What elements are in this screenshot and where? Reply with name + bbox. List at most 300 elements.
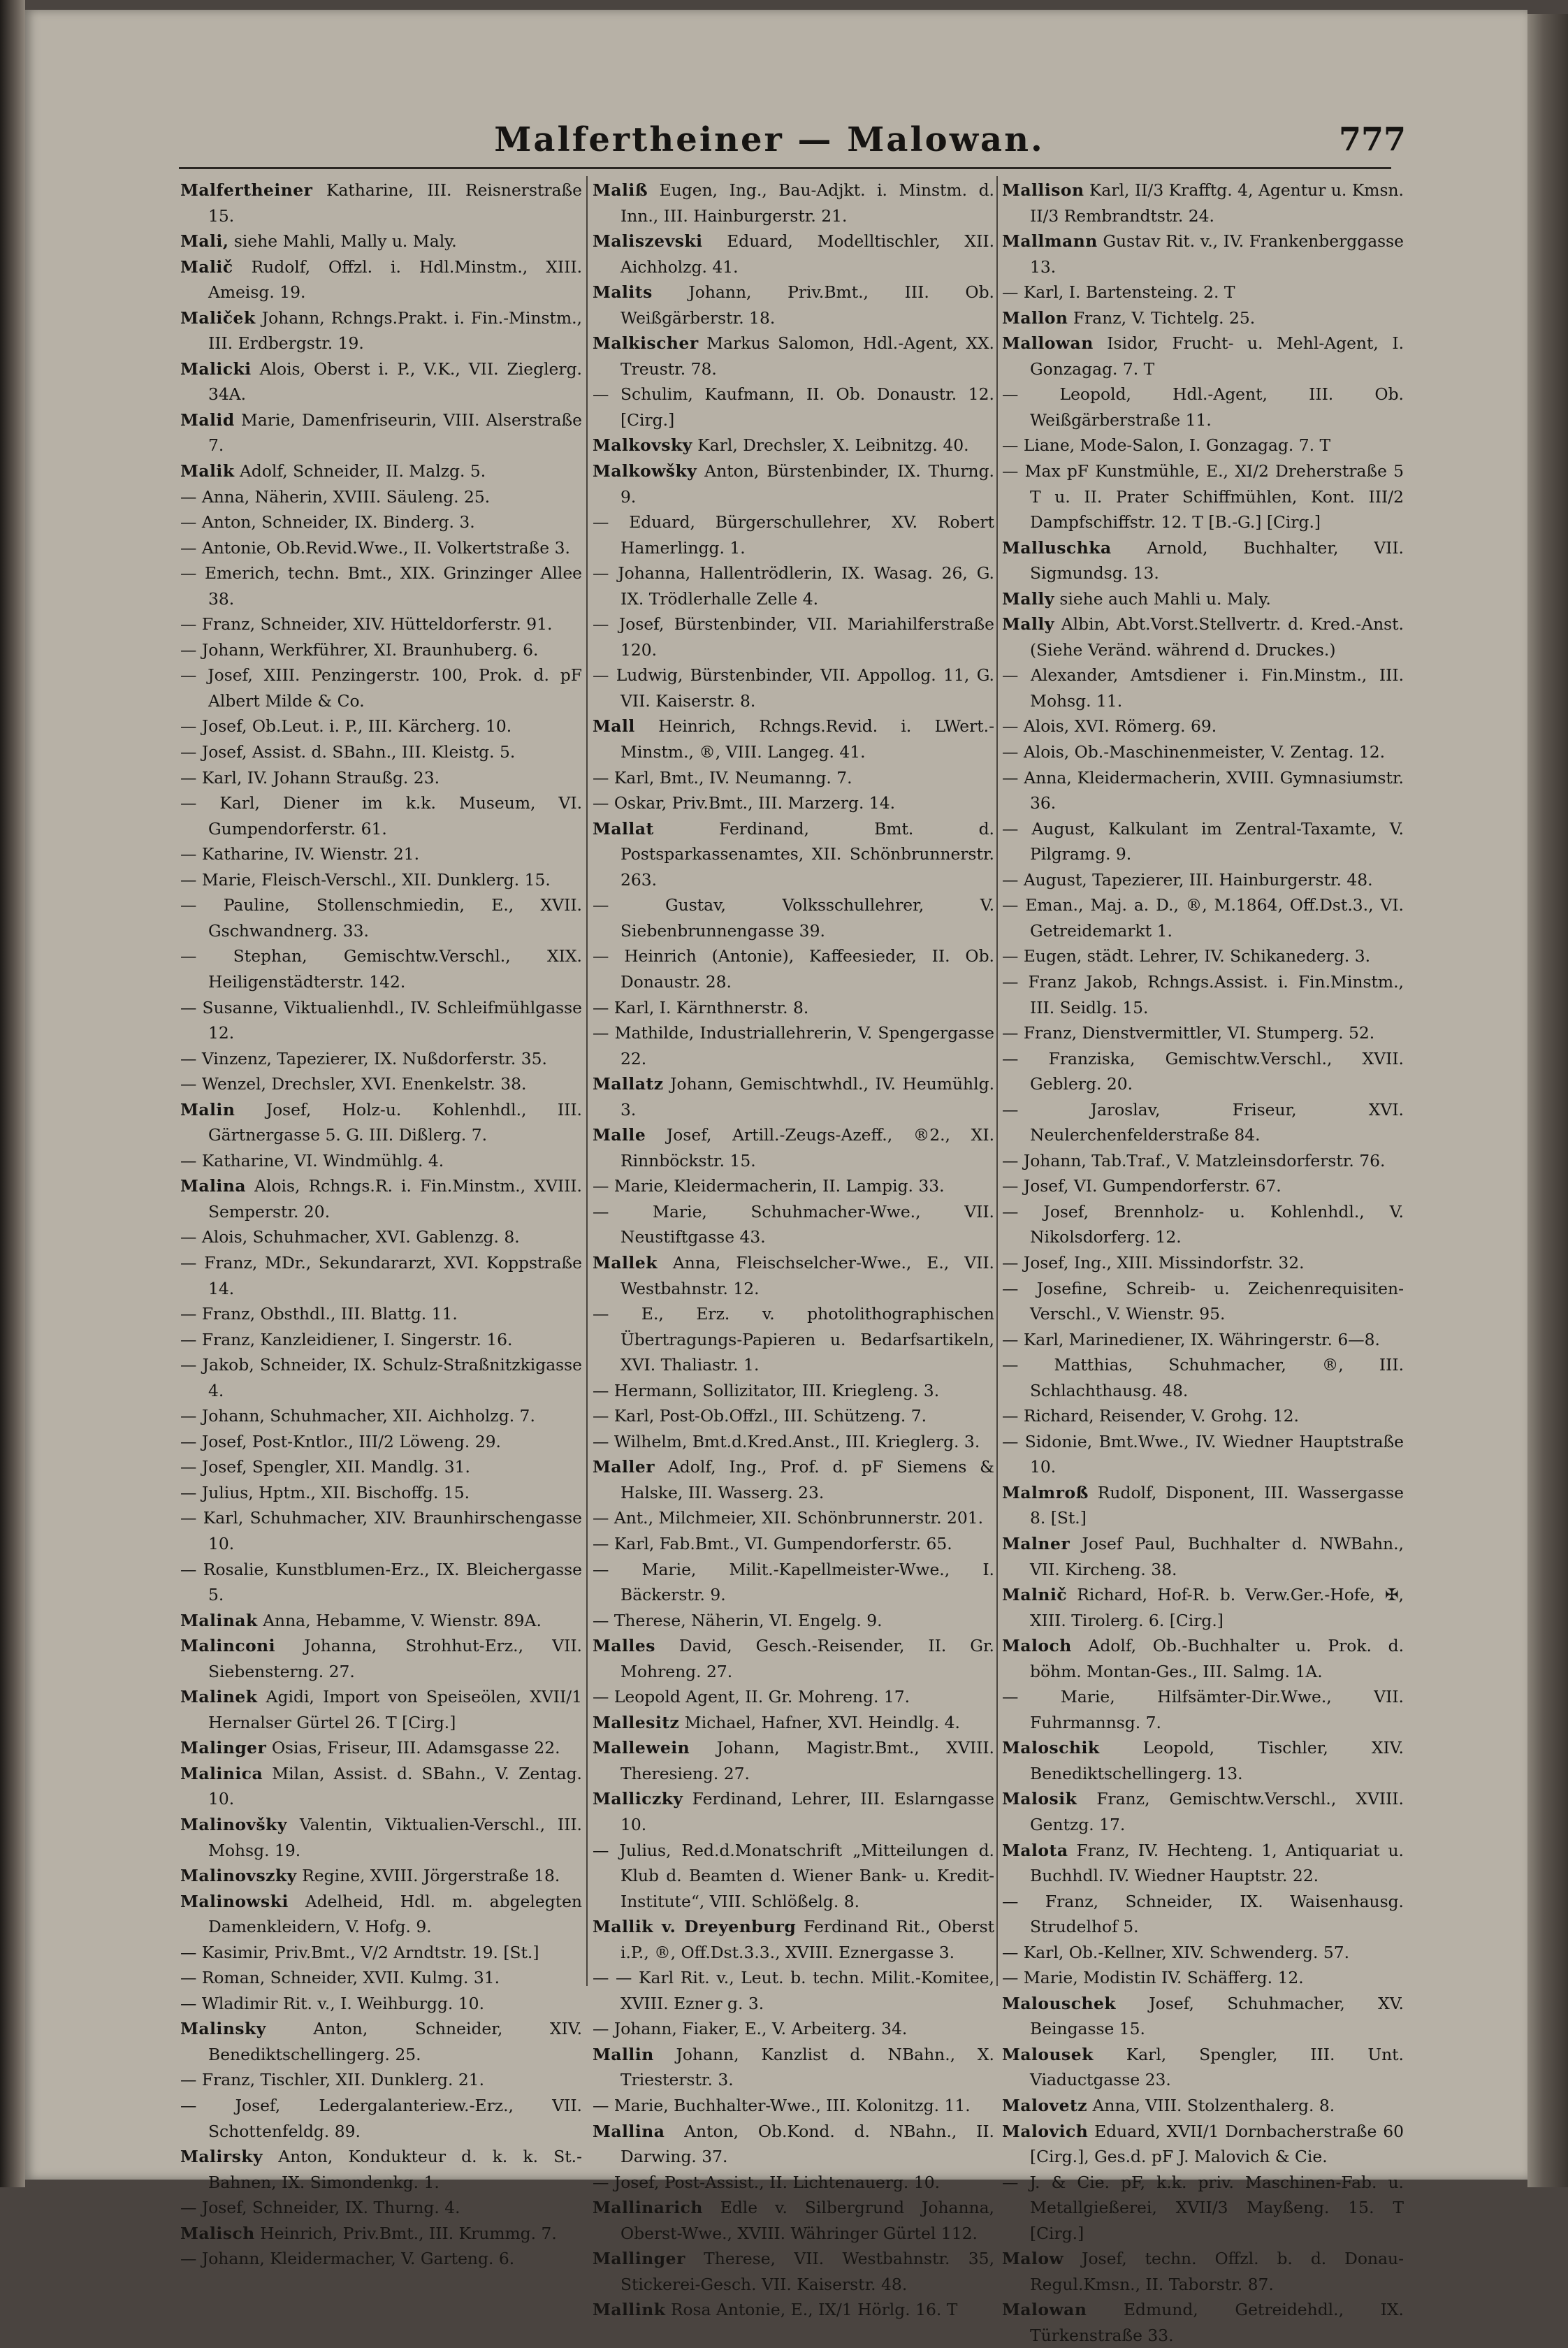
entry-details: Albin, Abt.Vorst.Stellvertr. d. Kred.-Anst. (Siehe Veränd. während d. Druckes.) bbox=[1030, 614, 1404, 660]
directory-entry bbox=[1002, 535, 1404, 586]
entry-surname: Mally bbox=[1002, 614, 1054, 635]
entry-details: — Josef, Ing., XIII. Missindorfstr. 32. bbox=[1002, 1252, 1305, 1273]
directory-column-2 bbox=[593, 177, 994, 2323]
entry-details: — Gustav, Volksschullehrer, V. Siebenbrunnengasse 39. bbox=[593, 895, 994, 941]
directory-entry bbox=[180, 1557, 582, 1608]
directory-entry bbox=[180, 1608, 582, 1634]
directory-entry bbox=[180, 1761, 582, 1812]
entry-surname: Malosik bbox=[1002, 1789, 1077, 1809]
directory-entry bbox=[593, 1378, 994, 1404]
entry-details: Heinrich, Rchngs.Revid. i. LWert.-Minstm., ®, VIII. Langeg. 41. bbox=[620, 716, 994, 762]
entry-details: — Matthias, Schuhmacher, ®, III. Schlachthausg. 48. bbox=[1002, 1355, 1404, 1400]
directory-entry bbox=[593, 1914, 994, 1965]
directory-entry bbox=[1002, 611, 1404, 662]
entry-details: — Alois, XVI. Römerg. 69. bbox=[1002, 716, 1217, 737]
entry-details: — Johann, Werkführer, XI. Braunhuberg. 6. bbox=[180, 639, 539, 660]
directory-entry bbox=[593, 1608, 994, 1634]
entry-details: Milan, Assist. d. SBahn., V. Zentag. 10. bbox=[208, 1763, 582, 1809]
directory-entry bbox=[593, 1786, 994, 1837]
entry-details: — Leopold Agent, II. Gr. Mohreng. 17. bbox=[593, 1687, 910, 1707]
entry-surname: Malinak bbox=[180, 1610, 258, 1630]
directory-entry bbox=[180, 892, 582, 943]
entry-surname: Mallinger bbox=[593, 2249, 685, 2269]
directory-entry bbox=[1002, 2297, 1404, 2348]
entry-details: Marie, Damenfriseurin, VIII. Alserstraße 7. bbox=[208, 410, 582, 456]
entry-details: Edle v. Silbergrund Johanna, Oberst-Wwe., XVIII. Währinger Gürtel 112. bbox=[620, 2198, 994, 2243]
directory-entry bbox=[593, 1505, 994, 1531]
directory-entry bbox=[593, 1301, 994, 1378]
directory-entry bbox=[1002, 458, 1404, 535]
directory-entry bbox=[180, 637, 582, 663]
entry-details: — Marie, Buchhalter-Wwe., III. Kolonitzg. 11. bbox=[593, 2096, 971, 2116]
entry-details: — Franz, Kanzleidiener, I. Singerstr. 16. bbox=[180, 1329, 513, 1349]
entry-details: Adolf, Schneider, II. Malzg. 5. bbox=[234, 461, 486, 481]
entry-surname: Malinowski bbox=[180, 1891, 289, 1911]
entry-details: Adolf, Ing., Prof. d. pF Siemens & Halske, III. Wasserg. 23. bbox=[620, 1457, 994, 1502]
page-number: 777 bbox=[1339, 120, 1407, 158]
entry-details: — Franz, Schneider, XIV. Hütteldorferstr. 91. bbox=[180, 614, 553, 635]
entry-surname: Mallon bbox=[1002, 307, 1068, 328]
directory-entry bbox=[593, 382, 994, 433]
directory-entry bbox=[180, 2093, 582, 2144]
directory-entry bbox=[180, 1173, 582, 1224]
entry-details: — Marie, Schuhmacher-Wwe., VII. Neustiftgasse 43. bbox=[593, 1201, 994, 1247]
entry-details: — Alois, Ob.-Maschinenmeister, V. Zentag. 12. bbox=[1002, 742, 1386, 762]
entry-details: David, Gesch.-Reisender, II. Gr. Mohreng. 27. bbox=[620, 1636, 994, 1681]
entry-surname: Mallesitz bbox=[593, 1712, 680, 1732]
entry-details: — Karl, Bmt., IV. Neumanng. 7. bbox=[593, 767, 852, 788]
entry-surname: Malner bbox=[1002, 1533, 1070, 1553]
entry-details: Josef, Holz-u. Kohlenhdl., III. Gärtnergasse 5. G. III. Dißlerg. 7. bbox=[208, 1099, 582, 1145]
directory-entry bbox=[1002, 1889, 1404, 1940]
directory-page bbox=[25, 10, 1527, 2345]
entry-surname: Malovich bbox=[1002, 2121, 1089, 2141]
entry-details: Markus Salomon, Hdl.-Agent, XX. Treustr. 78. bbox=[620, 333, 994, 379]
entry-details: — Marie, Hilfsämter-Dir.Wwe., VII. Fuhrmannsg. 7. bbox=[1002, 1687, 1404, 1732]
directory-entry bbox=[180, 790, 582, 841]
page-edge bbox=[1527, 14, 1568, 2187]
entry-surname: Malliczky bbox=[593, 1789, 683, 1809]
directory-entry bbox=[1002, 280, 1404, 305]
directory-entry bbox=[1002, 1199, 1404, 1250]
directory-entry bbox=[593, 2297, 994, 2323]
directory-entry bbox=[593, 1071, 994, 1122]
entry-surname: Mall bbox=[593, 716, 635, 737]
directory-entry bbox=[1002, 1531, 1404, 1582]
entry-details: Gustav Rit. v., IV. Frankenberggasse 13. bbox=[1030, 231, 1404, 277]
entry-details: Rosa Antonie, E., IX/1 Hörlg. 16. T bbox=[665, 2300, 958, 2320]
entry-surname: Mallek bbox=[593, 1252, 658, 1273]
directory-entry bbox=[1002, 1276, 1404, 1327]
directory-entry bbox=[593, 1020, 994, 1071]
entry-details: — Josef, XIII. Penzingerstr. 100, Prok. d. pF Albert Milde & Co. bbox=[180, 665, 582, 711]
entry-details: — Karl, Schuhmacher, XIV. Braunhirschengasse 10. bbox=[180, 1508, 582, 1553]
entry-surname: Malousek bbox=[1002, 2044, 1094, 2064]
entry-details: — Eugen, städt. Lehrer, IV. Schikanederg. 3. bbox=[1002, 946, 1371, 966]
entry-details: Valentin, Viktualien-Verschl., III. Mohsg. 19. bbox=[208, 1815, 582, 1860]
entry-surname: Maliß bbox=[593, 180, 648, 200]
directory-entry bbox=[180, 458, 582, 484]
directory-entry bbox=[180, 995, 582, 1046]
directory-entry bbox=[1002, 1352, 1404, 1403]
directory-entry bbox=[593, 1122, 994, 1173]
column-divider bbox=[586, 176, 588, 1986]
entry-details: Karl, Drechsler, X. Leibnitzg. 40. bbox=[692, 435, 969, 456]
entry-details: — Schulim, Kaufmann, II. Ob. Donaustr. 12. [Cirg.] bbox=[593, 384, 994, 430]
directory-entry bbox=[1002, 1250, 1404, 1276]
entry-surname: Maliszevski bbox=[593, 231, 703, 252]
entry-details: Johann, Magistr.Bmt., XVIII. Theresieng. 27. bbox=[620, 1738, 994, 1783]
directory-entry bbox=[180, 2067, 582, 2093]
header-rule bbox=[179, 167, 1391, 169]
entry-surname: Malits bbox=[593, 282, 653, 303]
entry-details: — Heinrich (Antonie), Kaffeesieder, II. Ob. Donaustr. 28. bbox=[593, 946, 994, 992]
directory-entry bbox=[180, 2221, 582, 2247]
directory-entry bbox=[593, 1557, 994, 1608]
entry-details: — E., Erz. v. photolithographischen Übertragungs-Papieren u. Bedarfsartikeln, XVI. Thaliastr. 1. bbox=[593, 1304, 994, 1375]
directory-entry bbox=[1002, 586, 1404, 612]
directory-entry bbox=[180, 2246, 582, 2272]
entry-surname: Malmroß bbox=[1002, 1482, 1089, 1502]
directory-entry bbox=[593, 2093, 994, 2119]
directory-entry bbox=[593, 433, 994, 458]
directory-entry bbox=[180, 739, 582, 765]
entry-details: — Wladimir Rit. v., I. Weihburgg. 10. bbox=[180, 1993, 484, 2013]
entry-details: — Karl, Marinediener, IX. Währingerstr. 6—8. bbox=[1002, 1329, 1380, 1349]
directory-entry bbox=[180, 1940, 582, 1966]
directory-entry bbox=[180, 2144, 582, 2195]
directory-entry bbox=[1002, 1148, 1404, 1174]
entry-details: — Karl, IV. Johann Straußg. 23. bbox=[180, 767, 440, 788]
entry-details: Johann, Kanzlist d. NBahn., X. Triesterstr. 3. bbox=[620, 2044, 994, 2090]
entry-details: — Franziska, Gemischtw.Verschl., XVII. Geblerg. 20. bbox=[1002, 1048, 1404, 1094]
entry-details: siehe auch Mahli u. Maly. bbox=[1054, 588, 1271, 609]
directory-entry bbox=[180, 1403, 582, 1429]
entry-details: Rudolf, Offzl. i. Hdl.Minstm., XIII. Ameisg. 19. bbox=[208, 256, 582, 303]
directory-entry bbox=[180, 177, 582, 229]
entry-details: Ferdinand Rit., Oberst i.P., ®, Off.Dst.3.3., XVIII. Eznergasse 3. bbox=[620, 1917, 994, 1962]
entry-details: — Marie, Milit.-Kapellmeister-Wwe., I. Bäckerstr. 9. bbox=[593, 1559, 994, 1605]
directory-entry bbox=[180, 407, 582, 458]
directory-entry bbox=[593, 1838, 994, 1915]
entry-details: — Eman., Maj. a. D., ®, M.1864, Off.Dst.3., VI. Getreidemarkt 1. bbox=[1002, 895, 1404, 941]
entry-details: — Vinzenz, Tapezierer, IX. Nußdorferstr. 35. bbox=[180, 1048, 547, 1068]
entry-surname: Malota bbox=[1002, 1840, 1068, 1860]
entry-details: — Jaroslav, Friseur, XVI. Neulerchenfelderstraße 84. bbox=[1002, 1099, 1404, 1145]
directory-entry bbox=[180, 484, 582, 510]
directory-entry bbox=[593, 458, 994, 509]
entry-surname: Mallina bbox=[593, 2121, 665, 2141]
entry-surname: Malkovsky bbox=[593, 435, 692, 456]
entry-details: Eugen, Ing., Bau-Adjkt. i. Minstm. d. Inn., III. Hainburgerstr. 21. bbox=[620, 180, 994, 226]
entry-surname: Mallatz bbox=[593, 1074, 664, 1094]
entry-details: Alois, Oberst i. P., V.K., VII. Zieglerg. 34A. bbox=[208, 358, 582, 405]
directory-entry bbox=[593, 1250, 994, 1301]
entry-surname: Mallik v. Dreyenburg bbox=[593, 1917, 797, 1937]
directory-entry bbox=[593, 943, 994, 994]
entry-details: Josef, Schuhmacher, XV. Beingasse 15. bbox=[1030, 1993, 1404, 2039]
directory-entry bbox=[180, 765, 582, 791]
entry-details: — Sidonie, Bmt.Wwe., IV. Wiedner Hauptstraße 10. bbox=[1002, 1431, 1404, 1477]
entry-surname: Mally bbox=[1002, 588, 1054, 609]
entry-details: Anna, VIII. Stolzenthalerg. 8. bbox=[1087, 2096, 1335, 2116]
directory-entry bbox=[1002, 331, 1404, 382]
entry-surname: Maller bbox=[593, 1457, 655, 1477]
directory-entry bbox=[1002, 867, 1404, 893]
directory-entry bbox=[180, 1633, 582, 1684]
entry-surname: Malkischer bbox=[593, 333, 699, 354]
entry-details: Isidor, Frucht- u. Mehl-Agent, I. Gonzagag. 7. T bbox=[1030, 333, 1404, 379]
directory-entry bbox=[180, 1991, 582, 2017]
entry-details: Arnold, Buchhalter, VII. Sigmundsg. 13. bbox=[1030, 537, 1404, 584]
directory-entry bbox=[1002, 2170, 1404, 2247]
entry-details: — Josef, Brennholz- u. Kohlenhdl., V. Nikolsdorferg. 12. bbox=[1002, 1201, 1404, 1247]
directory-entry bbox=[1002, 1020, 1404, 1046]
directory-entry bbox=[180, 1327, 582, 1353]
entry-details: — Katharine, VI. Windmühlg. 4. bbox=[180, 1150, 444, 1171]
entry-surname: Malnič bbox=[1002, 1585, 1068, 1605]
directory-entry bbox=[593, 713, 994, 764]
entry-details: Josef Paul, Buchhalter d. NWBahn., VII. Kircheng. 38. bbox=[1030, 1533, 1404, 1579]
entry-surname: Mallinarich bbox=[593, 2198, 703, 2218]
directory-entry bbox=[593, 1710, 994, 1736]
entry-surname: Malowan bbox=[1002, 2300, 1087, 2320]
directory-entry bbox=[593, 2246, 994, 2297]
entry-details: — Liane, Mode-Salon, I. Gonzagag. 7. T bbox=[1002, 435, 1331, 456]
entry-details: — Karl, Post-Ob.Offzl., III. Schützeng. 7. bbox=[593, 1406, 927, 1426]
entry-details: — Stephan, Gemischtw.Verschl., XIX. Heiligenstädterstr. 142. bbox=[180, 946, 582, 992]
entry-details: — Julius, Red.d.Monatschrift „Mitteilungen d. Klub d. Beamten d. Wiener Bank- u. Kredit-Institute“, VIII. Schlößelg. 8. bbox=[593, 1840, 994, 1911]
directory-entry bbox=[180, 1812, 582, 1863]
entry-details: Anna, Fleischselcher-Wwe., E., VII. Westbahnstr. 12. bbox=[620, 1252, 994, 1298]
entry-details: — Alexander, Amtsdiener i. Fin.Minstm., III. Mohsg. 11. bbox=[1002, 665, 1404, 711]
entry-details: — Emerich, techn. Bmt., XIX. Grinzinger Allee 38. bbox=[180, 563, 582, 609]
entry-surname: Mali, bbox=[180, 231, 229, 252]
entry-details: — Josef, Post-Assist., II. Lichtenauerg. 10. bbox=[593, 2172, 941, 2192]
directory-entry bbox=[180, 943, 582, 994]
directory-entry bbox=[180, 867, 582, 893]
entry-surname: Malkowšky bbox=[593, 461, 697, 481]
entry-surname: Mallison bbox=[1002, 180, 1084, 200]
directory-entry bbox=[593, 1199, 994, 1250]
directory-entry bbox=[180, 1480, 582, 1506]
entry-surname: Maloschik bbox=[1002, 1738, 1100, 1758]
entry-details: — Franz, Obsthdl., III. Blattg. 11. bbox=[180, 1304, 458, 1324]
directory-entry bbox=[180, 1684, 582, 1735]
directory-entry bbox=[1002, 2246, 1404, 2297]
directory-entry bbox=[593, 1173, 994, 1199]
entry-details: — August, Tapezierer, III. Hainburgerstr. 48. bbox=[1002, 869, 1373, 890]
directory-entry bbox=[593, 1633, 994, 1684]
entry-details: Richard, Hof-R. b. Verw.Ger.-Hofe, ✠, XIII. Tirolerg. 6. [Cirg.] bbox=[1030, 1585, 1404, 1630]
directory-entry bbox=[180, 1863, 582, 1889]
entry-details: — Johann, Tab.Traf., V. Matzleinsdorferstr. 76. bbox=[1002, 1150, 1386, 1171]
entry-details: — Alois, Schuhmacher, XVI. Gablenzg. 8. bbox=[180, 1227, 520, 1247]
entry-surname: Malirsky bbox=[180, 2147, 263, 2167]
directory-entry bbox=[1002, 1786, 1404, 1837]
directory-entry bbox=[593, 331, 994, 382]
directory-entry bbox=[1002, 2119, 1404, 2170]
entry-details: Johann, Rchngs.Prakt. i. Fin.-Minstm., III. Erdbergstr. 19. bbox=[208, 307, 582, 354]
entry-details: Ferdinand, Bmt. d. Postsparkassenamtes, XII. Schönbrunnerstr. 263. bbox=[620, 818, 994, 890]
directory-entry bbox=[593, 2195, 994, 2246]
entry-surname: Malinovšky bbox=[180, 1815, 287, 1834]
entry-surname: Mallat bbox=[593, 818, 654, 839]
entry-details: Katharine, III. Reisnerstraße 15. bbox=[208, 180, 582, 226]
directory-entry bbox=[593, 1531, 994, 1557]
directory-entry bbox=[1002, 1429, 1404, 1480]
directory-entry bbox=[593, 1429, 994, 1455]
page-header-title: Malfertheiner — Malowan. bbox=[494, 120, 1045, 159]
directory-entry bbox=[180, 1454, 582, 1480]
entry-details: — Josef, Schneider, IX. Thurng. 4. bbox=[180, 2198, 460, 2218]
entry-details: Therese, VII. Westbahnstr. 35, Stickerei-Gesch. VII. Kaiserstr. 48. bbox=[620, 2249, 994, 2294]
directory-entry bbox=[180, 1889, 582, 1940]
entry-details: Michael, Hafner, XVI. Heindlg. 4. bbox=[679, 1712, 960, 1732]
directory-entry bbox=[1002, 2093, 1404, 2119]
entry-details: Johann, Gemischtwhdl., IV. Heumühlg. 3. bbox=[620, 1074, 994, 1119]
entry-details: — Johann, Fiaker, E., V. Arbeiterg. 34. bbox=[593, 2019, 908, 2039]
directory-entry bbox=[1002, 229, 1404, 280]
entry-details: — Franz, Schneider, IX. Waisenhausg. Strudelhof 5. bbox=[1002, 1891, 1404, 1937]
entry-details: — Anna, Kleidermacherin, XVIII. Gymnasiumstr. 36. bbox=[1002, 767, 1404, 813]
directory-entry bbox=[1002, 305, 1404, 331]
entry-details: — Pauline, Stollenschmiedin, E., XVII. Gschwandnerg. 33. bbox=[180, 895, 582, 941]
directory-entry bbox=[593, 611, 994, 662]
entry-details: — Karl, I. Bartensteing. 2. T bbox=[1002, 282, 1235, 303]
directory-entry bbox=[1002, 1582, 1404, 1633]
directory-entry bbox=[180, 509, 582, 535]
directory-entry bbox=[180, 841, 582, 867]
directory-entry bbox=[180, 356, 582, 407]
entry-surname: Maliček bbox=[180, 307, 256, 328]
entry-details: — Karl, Diener im k.k. Museum, VI. Gumpendorferstr. 61. bbox=[180, 793, 582, 839]
directory-entry bbox=[593, 662, 994, 713]
entry-details: — Karl, Fab.Bmt., VI. Gumpendorferstr. 65. bbox=[593, 1533, 952, 1553]
directory-entry bbox=[180, 1250, 582, 1301]
entry-details: — Josef, Assist. d. SBahn., III. Kleistg. 5. bbox=[180, 742, 516, 762]
entry-details: — Oskar, Priv.Bmt., III. Marzerg. 14. bbox=[593, 793, 896, 813]
directory-entry bbox=[180, 2195, 582, 2221]
directory-entry bbox=[180, 1735, 582, 1761]
entry-surname: Malouschek bbox=[1002, 1993, 1117, 2013]
directory-entry bbox=[180, 1429, 582, 1455]
entry-surname: Malow bbox=[1002, 2249, 1064, 2269]
directory-entry bbox=[180, 1148, 582, 1174]
entry-details: — Karl, I. Kärnthnerstr. 8. bbox=[593, 997, 809, 1017]
directory-entry bbox=[1002, 943, 1404, 969]
entry-surname: Malinek bbox=[180, 1687, 258, 1707]
entry-details: — — Karl Rit. v., Leut. b. techn. Milit.-Komitee, XVIII. Ezner g. 3. bbox=[593, 1968, 994, 2013]
directory-entry bbox=[1002, 765, 1404, 816]
entry-details: Regine, XVIII. Jörgerstraße 18. bbox=[296, 1866, 560, 1886]
directory-entry bbox=[593, 509, 994, 560]
entry-details: — Wenzel, Drechsler, XVI. Enenkelstr. 38. bbox=[180, 1074, 527, 1094]
directory-entry bbox=[180, 535, 582, 561]
directory-entry bbox=[180, 1965, 582, 1991]
directory-entry bbox=[180, 560, 582, 611]
entry-details: Osias, Friseur, III. Adamsgasse 22. bbox=[266, 1738, 560, 1758]
entry-surname: Malle bbox=[593, 1125, 646, 1145]
directory-entry bbox=[593, 995, 994, 1021]
directory-entry bbox=[593, 1684, 994, 1710]
entry-details: Adelheid, Hdl. m. abgelegten Damenkleidern, V. Hofg. 9. bbox=[208, 1891, 582, 1937]
entry-details: — Katharine, IV. Wienstr. 21. bbox=[180, 844, 420, 864]
entry-surname: Maloch bbox=[1002, 1636, 1072, 1656]
entry-details: — Max pF Kunstmühle, E., XI/2 Dreherstraße 5 T u. II. Prater Schiffmühlen, Kont. III/2 Dampfschiffstr. 12. T [B.-G.] [Cirg.] bbox=[1002, 461, 1404, 532]
entry-details: Edmund, Getreidehdl., IX. Türkenstraße 33. bbox=[1030, 2300, 1404, 2345]
entry-details: — August, Kalkulant im Zentral-Taxamte, V. Pilgramg. 9. bbox=[1002, 818, 1404, 864]
entry-details: — Franz, Tischler, XII. Dunklerg. 21. bbox=[180, 2070, 485, 2090]
entry-surname: Malles bbox=[593, 1636, 655, 1656]
entry-details: — Ludwig, Bürstenbinder, VII. Appollog. 11, G. VII. Kaiserstr. 8. bbox=[593, 665, 994, 711]
directory-entry bbox=[1002, 433, 1404, 458]
directory-entry bbox=[1002, 1480, 1404, 1531]
entry-details: — Roman, Schneider, XVII. Kulmg. 31. bbox=[180, 1968, 500, 1988]
entry-surname: Malina bbox=[180, 1176, 246, 1196]
entry-details: — Johann, Kleidermacher, V. Garteng. 6. bbox=[180, 2249, 515, 2269]
directory-entry bbox=[180, 229, 582, 254]
directory-entry bbox=[180, 713, 582, 739]
entry-details: — Susanne, Viktualienhdl., IV. Schleifmühlgasse 12. bbox=[180, 997, 582, 1043]
entry-details: Anton, Ob.Kond. d. NBahn., II. Darwing. 37. bbox=[620, 2121, 994, 2167]
entry-details: — Mathilde, Industriallehrerin, V. Spengergasse 22. bbox=[593, 1023, 994, 1068]
entry-details: Rudolf, Disponent, III. Wassergasse 8. [St.] bbox=[1030, 1482, 1404, 1528]
directory-column-3 bbox=[1002, 177, 1404, 2348]
entry-details: — Anton, Schneider, IX. Binderg. 3. bbox=[180, 512, 475, 532]
directory-entry bbox=[1002, 892, 1404, 943]
entry-details: — Marie, Kleidermacherin, II. Lampig. 33. bbox=[593, 1176, 945, 1196]
directory-entry bbox=[1002, 969, 1404, 1020]
directory-entry bbox=[180, 1046, 582, 1072]
entry-surname: Malin bbox=[180, 1099, 235, 1119]
directory-entry bbox=[1002, 1633, 1404, 1684]
column-divider bbox=[996, 176, 998, 1986]
entry-details: — Josefine, Schreib- u. Zeichenrequisiten-Verschl., V. Wienstr. 95. bbox=[1002, 1278, 1404, 1324]
directory-entry bbox=[1002, 1403, 1404, 1429]
entry-details: — Eduard, Bürgerschullehrer, XV. Robert Hamerlingg. 1. bbox=[593, 512, 994, 558]
entry-details: — Ant., Milchmeier, XII. Schönbrunnerstr. 201. bbox=[593, 1508, 984, 1528]
entry-details: — Wilhelm, Bmt.d.Kred.Anst., III. Krieglerg. 3. bbox=[593, 1431, 980, 1451]
entry-surname: Malinger bbox=[180, 1738, 267, 1758]
entry-details: — Josef, Spengler, XII. Mandlg. 31. bbox=[180, 1457, 470, 1477]
entry-surname: Malicki bbox=[180, 358, 252, 379]
directory-entry bbox=[180, 662, 582, 713]
directory-entry bbox=[180, 1224, 582, 1250]
entry-details: — Karl, Ob.-Kellner, XIV. Schwenderg. 57. bbox=[1002, 1942, 1350, 1962]
entry-surname: Malinovszky bbox=[180, 1866, 297, 1886]
entry-details: Anton, Bürstenbinder, IX. Thurng. 9. bbox=[620, 461, 994, 507]
book-spine-shadow bbox=[0, 0, 25, 2187]
entry-details: — Johanna, Hallentrödlerin, IX. Wasag. 26, G. IX. Trödlerhalle Zelle 4. bbox=[593, 563, 994, 609]
entry-details: Josef, techn. Offzl. b. d. Donau-Regul.Kmsn., II. Taborstr. 87. bbox=[1030, 2249, 1404, 2294]
entry-details: Johanna, Strohhut-Erz., VII. Siebensterng. 27. bbox=[208, 1636, 582, 1681]
entry-details: — Marie, Modistin IV. Schäfferg. 12. bbox=[1002, 1968, 1304, 1988]
entry-details: Josef, Artill.-Zeugs-Azeff., ®2., XI. Rinnböckstr. 15. bbox=[620, 1125, 994, 1171]
directory-entry bbox=[180, 305, 582, 356]
directory-entry bbox=[593, 892, 994, 943]
entry-surname: Malik bbox=[180, 461, 235, 481]
directory-entry bbox=[1002, 1046, 1404, 1097]
directory-entry bbox=[1002, 1838, 1404, 1889]
directory-entry bbox=[1002, 1173, 1404, 1199]
entry-details: — J. & Cie. pF, k.k. priv. Maschinen-Fab. u. Metallgießerei, XVII/3 Mayßeng. 15. T [Cirg.] bbox=[1002, 2172, 1404, 2243]
directory-entry bbox=[593, 790, 994, 816]
entry-details: — Rosalie, Kunstblumen-Erz., IX. Bleichergasse 5. bbox=[180, 1559, 582, 1605]
entry-details: — Anna, Näherin, XVIII. Säuleng. 25. bbox=[180, 486, 491, 507]
entry-surname: Malid bbox=[180, 410, 235, 430]
directory-entry bbox=[593, 229, 994, 280]
